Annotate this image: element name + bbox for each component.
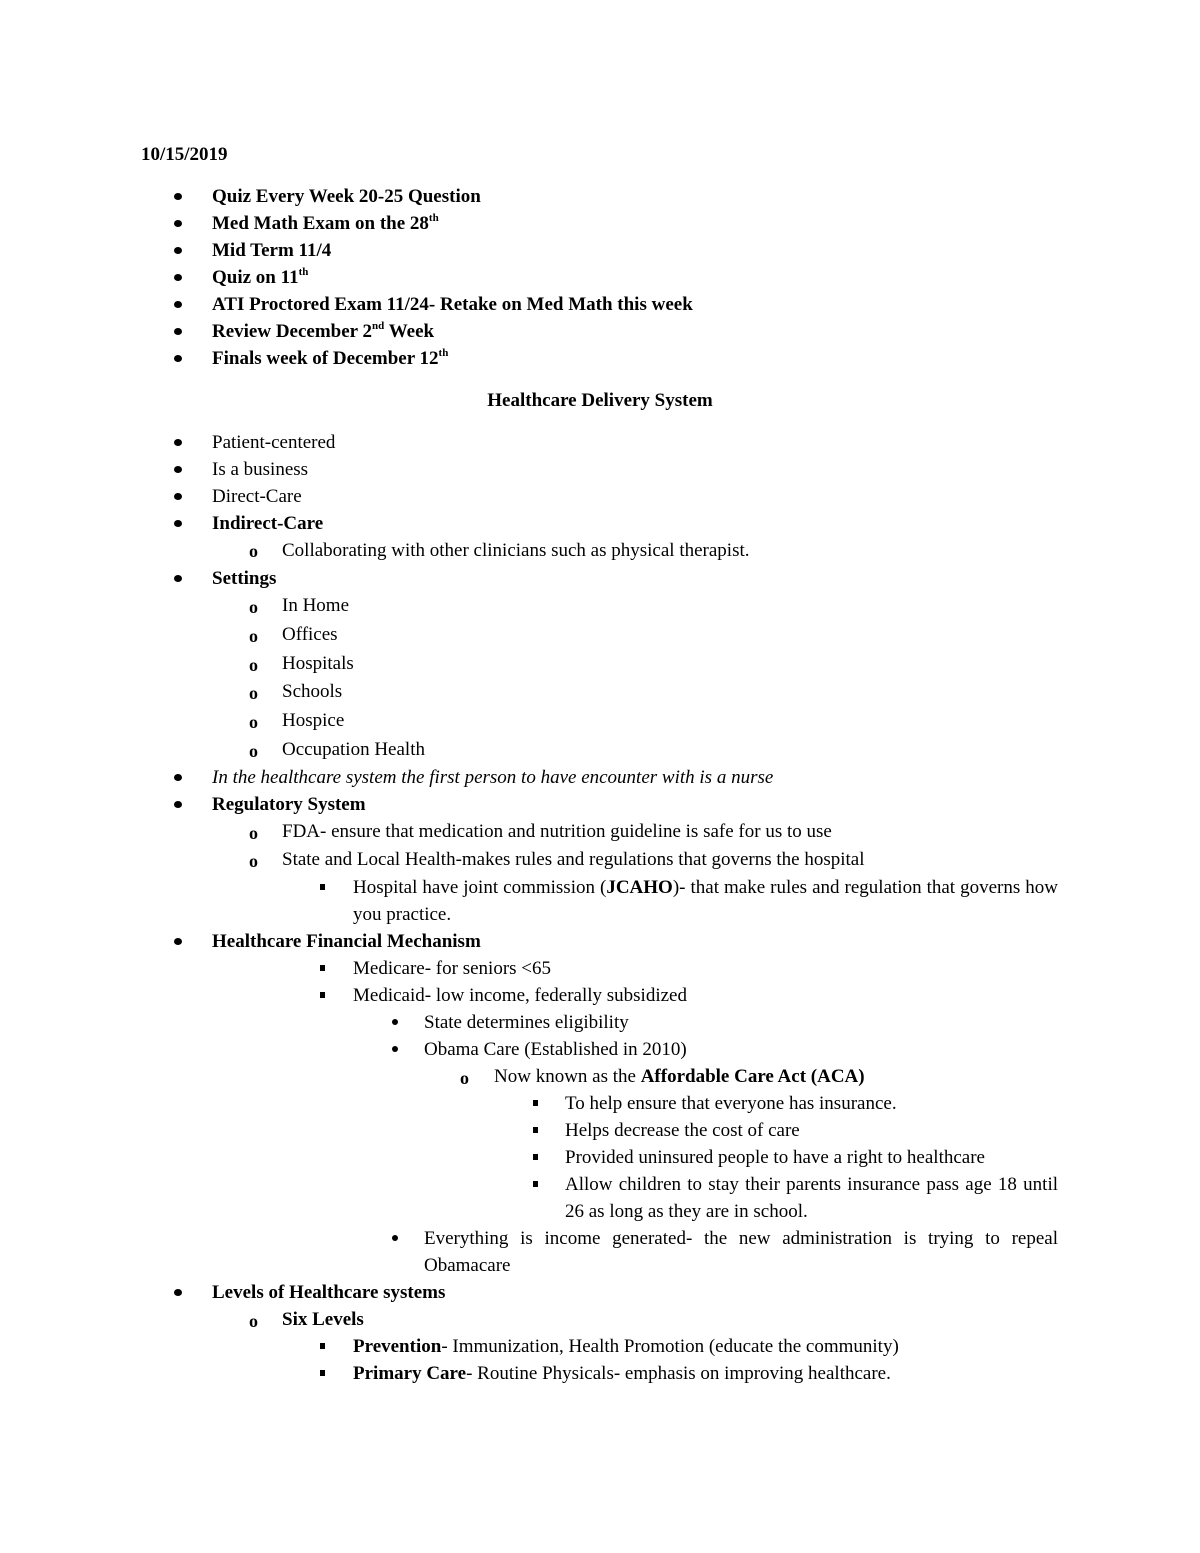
list-item: FDA- ensure that medication and nutrition guideline is safe for us to use (282, 821, 832, 842)
list-item: In the healthcare system the first person to have encounter with is a nurse (212, 767, 774, 788)
bullet-icon (174, 193, 182, 200)
circle-bullet-icon: o (460, 1068, 469, 1088)
bullet-icon (174, 520, 182, 527)
circle-bullet-icon: o (249, 1311, 258, 1331)
list-item: State determines eligibility (424, 1012, 629, 1033)
list-item: Settings (212, 568, 277, 589)
list-item: Patient-centered (212, 432, 336, 453)
circle-bullet-icon: o (249, 655, 258, 675)
bullet-icon (174, 801, 182, 808)
circle-bullet-icon: o (249, 541, 258, 561)
list-item-text: - Routine Physicals- emphasis on improving healthcare. (466, 1363, 891, 1384)
bullet-icon (174, 274, 182, 281)
square-bullet-icon (320, 1343, 325, 1349)
square-bullet-icon (533, 1181, 538, 1187)
square-bullet-icon (320, 1370, 325, 1376)
bullet-icon (174, 466, 182, 473)
list-item (212, 212, 439, 236)
circle-bullet-icon: o (249, 683, 258, 703)
list-item: Regulatory System (212, 794, 366, 815)
list-item-text: ATI Proctored Exam 11/24- Retake on Med Math this week (212, 294, 693, 315)
list-item (212, 347, 448, 371)
list-item: Six Levels (282, 1309, 364, 1330)
list-item: In Home (282, 595, 350, 616)
square-bullet-icon (533, 1127, 538, 1133)
list-item: Occupation Health (282, 739, 425, 760)
list-item: Provided uninsured people to have a right to healthcare (565, 1147, 985, 1168)
circle-bullet-icon: o (249, 741, 258, 761)
circle-bullet-icon: o (249, 851, 258, 871)
list-item-text: Finals week of December 12 (212, 348, 439, 369)
list-item-text: Quiz Every Week 20-25 Question (212, 186, 481, 207)
list-item: Allow children to stay their parents insurance pass age 18 until 26 as long as they are in school. (565, 1174, 1058, 1222)
bullet-icon (392, 1235, 398, 1241)
bullet-icon (174, 301, 182, 308)
bullet-icon (174, 575, 182, 582)
list-item: Everything is income generated- the new administration is trying to repeal Obamacare (424, 1228, 1058, 1276)
bullet-icon (174, 493, 182, 500)
list-item: To help ensure that everyone has insurance. (565, 1093, 897, 1114)
list-item (212, 239, 331, 263)
list-item (353, 874, 1058, 928)
list-item: Levels of Healthcare systems (212, 1282, 446, 1303)
list-item: Collaborating with other clinicians such as physical therapist. (282, 540, 750, 561)
list-item-text: - Immunization, Health Promotion (educate the community) (441, 1336, 899, 1357)
superscript: nd (372, 319, 385, 332)
list-item: State and Local Health-makes rules and regulations that governs the hospital (282, 849, 865, 870)
list-item (353, 1335, 899, 1359)
square-bullet-icon (320, 884, 325, 890)
bullet-icon (174, 938, 182, 945)
circle-bullet-icon: o (249, 597, 258, 617)
list-item: Hospitals (282, 653, 354, 674)
list-item: Is a business (212, 459, 309, 480)
list-item: Hospice (282, 710, 345, 731)
list-item: Healthcare Financial Mechanism (212, 931, 481, 952)
list-item-text: Hospital have joint commission ( (353, 877, 607, 898)
list-item-text: Med Math Exam on the 28 (212, 213, 429, 234)
circle-bullet-icon: o (249, 823, 258, 843)
bullet-icon (174, 774, 182, 781)
list-item: Medicare- for seniors <65 (353, 958, 552, 979)
list-item: Indirect-Care (212, 513, 324, 534)
list-item (212, 293, 693, 317)
list-item: Medicaid- low income, federally subsidized (353, 985, 687, 1006)
bullet-icon (392, 1046, 398, 1052)
list-item-text: Review December 2 (212, 321, 373, 342)
list-item (212, 185, 481, 209)
list-item (494, 1065, 865, 1089)
bullet-icon (174, 247, 182, 254)
list-item-emphasis: Prevention (353, 1336, 442, 1357)
superscript: th (298, 265, 309, 278)
date-heading: 10/15/2019 (141, 144, 228, 165)
bullet-icon (174, 220, 182, 227)
superscript: th (438, 346, 449, 359)
square-bullet-icon (533, 1154, 538, 1160)
list-item (212, 320, 434, 344)
square-bullet-icon (320, 965, 325, 971)
list-item-text: Quiz on 11 (212, 267, 299, 288)
list-item-text: )- that make rules and regulation that governs how you practice. (353, 877, 1058, 925)
list-item (212, 266, 308, 290)
list-item-text: Now known as the (494, 1066, 641, 1087)
bullet-icon (174, 439, 182, 446)
list-item: Offices (282, 624, 338, 645)
circle-bullet-icon: o (249, 712, 258, 732)
superscript: th (428, 211, 439, 224)
bullet-icon (174, 328, 182, 335)
list-item: Schools (282, 681, 343, 702)
list-item-text: Mid Term 11/4 (212, 240, 332, 261)
list-item: Helps decrease the cost of care (565, 1120, 800, 1141)
square-bullet-icon (320, 992, 325, 998)
list-item-emphasis: Affordable Care Act (ACA) (640, 1066, 865, 1087)
list-item-text: Week (384, 321, 435, 342)
list-item: Obama Care (Established in 2010) (424, 1039, 687, 1060)
section-title: Healthcare Delivery System (487, 390, 713, 411)
bullet-icon (392, 1019, 398, 1025)
list-item (353, 1362, 891, 1386)
circle-bullet-icon: o (249, 626, 258, 646)
square-bullet-icon (533, 1100, 538, 1106)
list-item: Direct-Care (212, 486, 302, 507)
bullet-icon (174, 1289, 182, 1296)
bullet-icon (174, 355, 182, 362)
list-item-emphasis: Primary Care (353, 1363, 467, 1384)
list-item-emphasis: JCAHO (606, 877, 673, 898)
